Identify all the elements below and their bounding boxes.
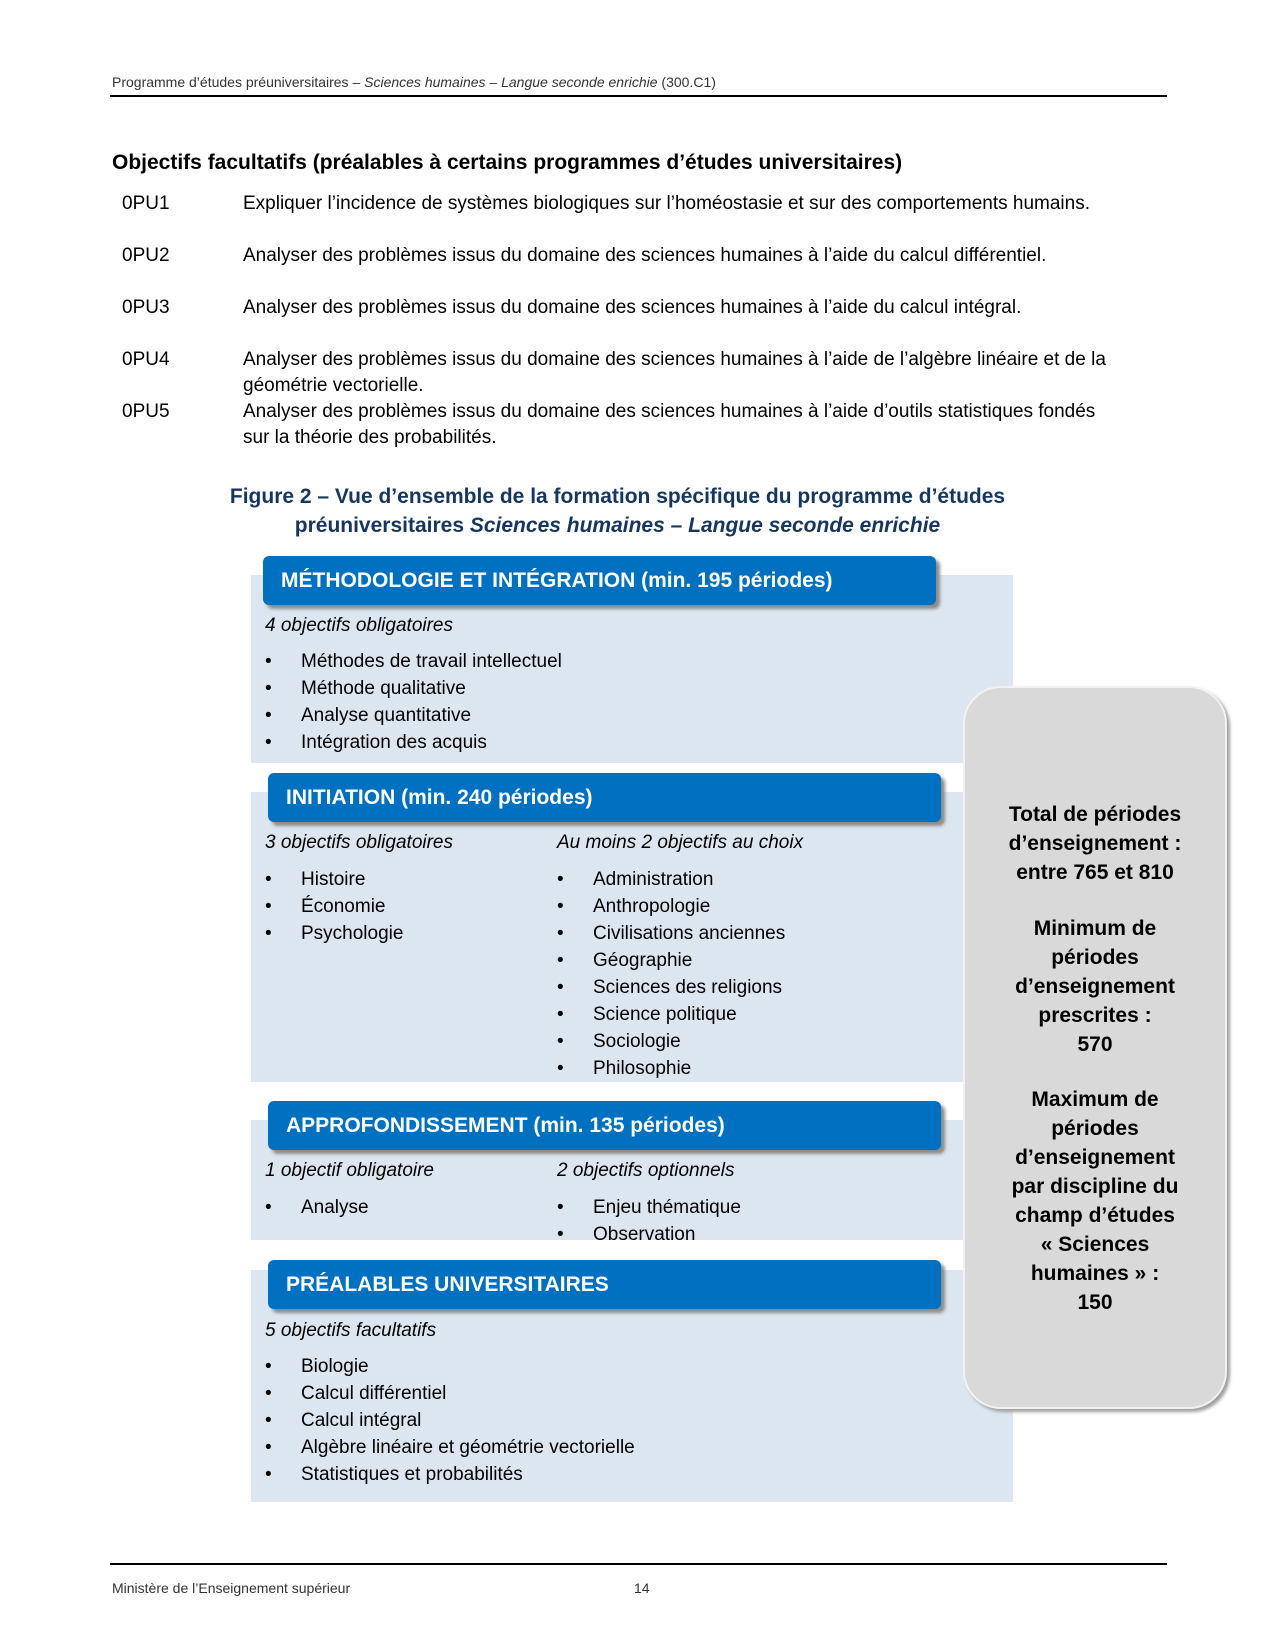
objective-text: Analyser des problèmes issus du domaine des sciences humaines à l’aide de l’algèbre linéaire et de la géométrie vectorielle. [243,349,1106,396]
objective-row [122,347,1122,399]
objective-text: Analyser des problèmes issus du domaine des sciences humaines à l’aide du calcul différentiel. [243,245,1047,266]
list-item: • Calcul intégral [265,1410,422,1431]
methodologie-banner: MÉTHODOLOGIE ET INTÉGRATION (min. 195 périodes) [263,556,936,605]
list-item: • Observation [557,1224,696,1245]
objective-code: 0PU3 [122,297,170,318]
list-item: • Calcul différentiel [265,1383,447,1404]
running-header: Programme d’études préuniversitaires – Sciences humaines – Langue seconde enrichie (300.C1) [112,74,716,90]
approfondissement-subtitle-left: 1 objectif obligatoire [265,1160,434,1181]
objective-code: 0PU5 [122,401,170,422]
list-item: • Statistiques et probabilités [265,1464,523,1485]
header-rule [110,95,1167,97]
figure-title-line2: préuniversitaires Sciences humaines – Langue seconde enrichie [294,514,941,537]
methodologie-list [265,648,562,756]
approfondissement-left-list [265,1194,369,1221]
footer-rule [110,1563,1167,1565]
prealables-list [265,1353,635,1488]
initiation-banner: INITIATION (min. 240 périodes) [268,773,941,822]
initiation-subtitle-right: Au moins 2 objectifs au choix [557,832,804,853]
objective-text: Analyser des problèmes issus du domaine des sciences humaines à l’aide du calcul intégral. [243,297,1022,318]
section-title: Objectifs facultatifs (préalables à certains programmes d’études universitaires) [112,151,903,174]
list-item: • Analyse [265,1197,369,1218]
objective-row [122,399,1122,451]
list-item: • Méthode qualitative [265,678,466,699]
page-number: 14 [634,1580,650,1596]
objective-code: 0PU4 [122,349,170,370]
list-item: • Sciences des religions [557,977,783,998]
footer-text: Ministère de l’Enseignement supérieur [112,1580,351,1596]
list-item: • Anthropologie [557,896,711,917]
list-item: • Analyse quantitative [265,705,472,726]
list-item: • Civilisations anciennes [557,923,786,944]
objective-code: 0PU2 [122,245,170,266]
maximum-periods: Maximum de périodes d’enseignement par discipline du champ d’études « Sciences humaines » : 150 [1011,1088,1179,1314]
figure-title [140,482,1095,540]
list-item: • Administration [557,869,714,890]
objective-text: Expliquer l’incidence de systèmes biologiques sur l’homéostasie et sur des comportements humains. [243,193,1090,214]
list-item: • Histoire [265,869,366,890]
total-periods: Total de périodes d’enseignement : entre 765 et 810 [1008,803,1182,884]
approfondissement-subtitle-right: 2 objectifs optionnels [557,1160,735,1181]
list-item: • Science politique [557,1004,737,1025]
initiation-right-list [557,866,785,1082]
objective-code: 0PU1 [122,193,170,214]
objective-text: Analyser des problèmes issus du domaine des sciences humaines à l’aide d’outils statistiques fondés sur la théorie des probabilités. [243,401,1096,448]
initiation-left-list [265,866,403,947]
list-item: • Enjeu thématique [557,1197,741,1218]
initiation-subtitle-left: 3 objectifs obligatoires [265,832,453,853]
minimum-periods: Minimum de périodes d’enseignement prescrites : 570 [1015,917,1175,1056]
objective-row [122,243,1122,295]
list-item: • Biologie [265,1356,369,1377]
list-item: • Psychologie [265,923,404,944]
list-item: • Sociologie [557,1031,681,1052]
list-item: • Intégration des acquis [265,732,487,753]
list-item: • Philosophie [557,1058,692,1079]
objective-row [122,295,1122,347]
prealables-subtitle: 5 objectifs facultatifs [265,1320,437,1341]
list-item: • Méthodes de travail intellectuel [265,651,562,672]
approfondissement-right-list [557,1194,741,1248]
objective-row [122,191,1122,243]
methodologie-subtitle: 4 objectifs obligatoires [265,615,453,636]
prealables-banner: PRÉALABLES UNIVERSITAIRES [268,1260,941,1309]
approfondissement-banner: APPROFONDISSEMENT (min. 135 périodes) [268,1101,941,1150]
list-item: • Géographie [557,950,693,971]
list-item: • Algèbre linéaire et géométrie vectorielle [265,1437,635,1458]
list-item: • Économie [265,896,386,917]
figure-title-line1: Figure 2 – Vue d’ensemble de la formation spécifique du programme d’études [229,485,1006,508]
